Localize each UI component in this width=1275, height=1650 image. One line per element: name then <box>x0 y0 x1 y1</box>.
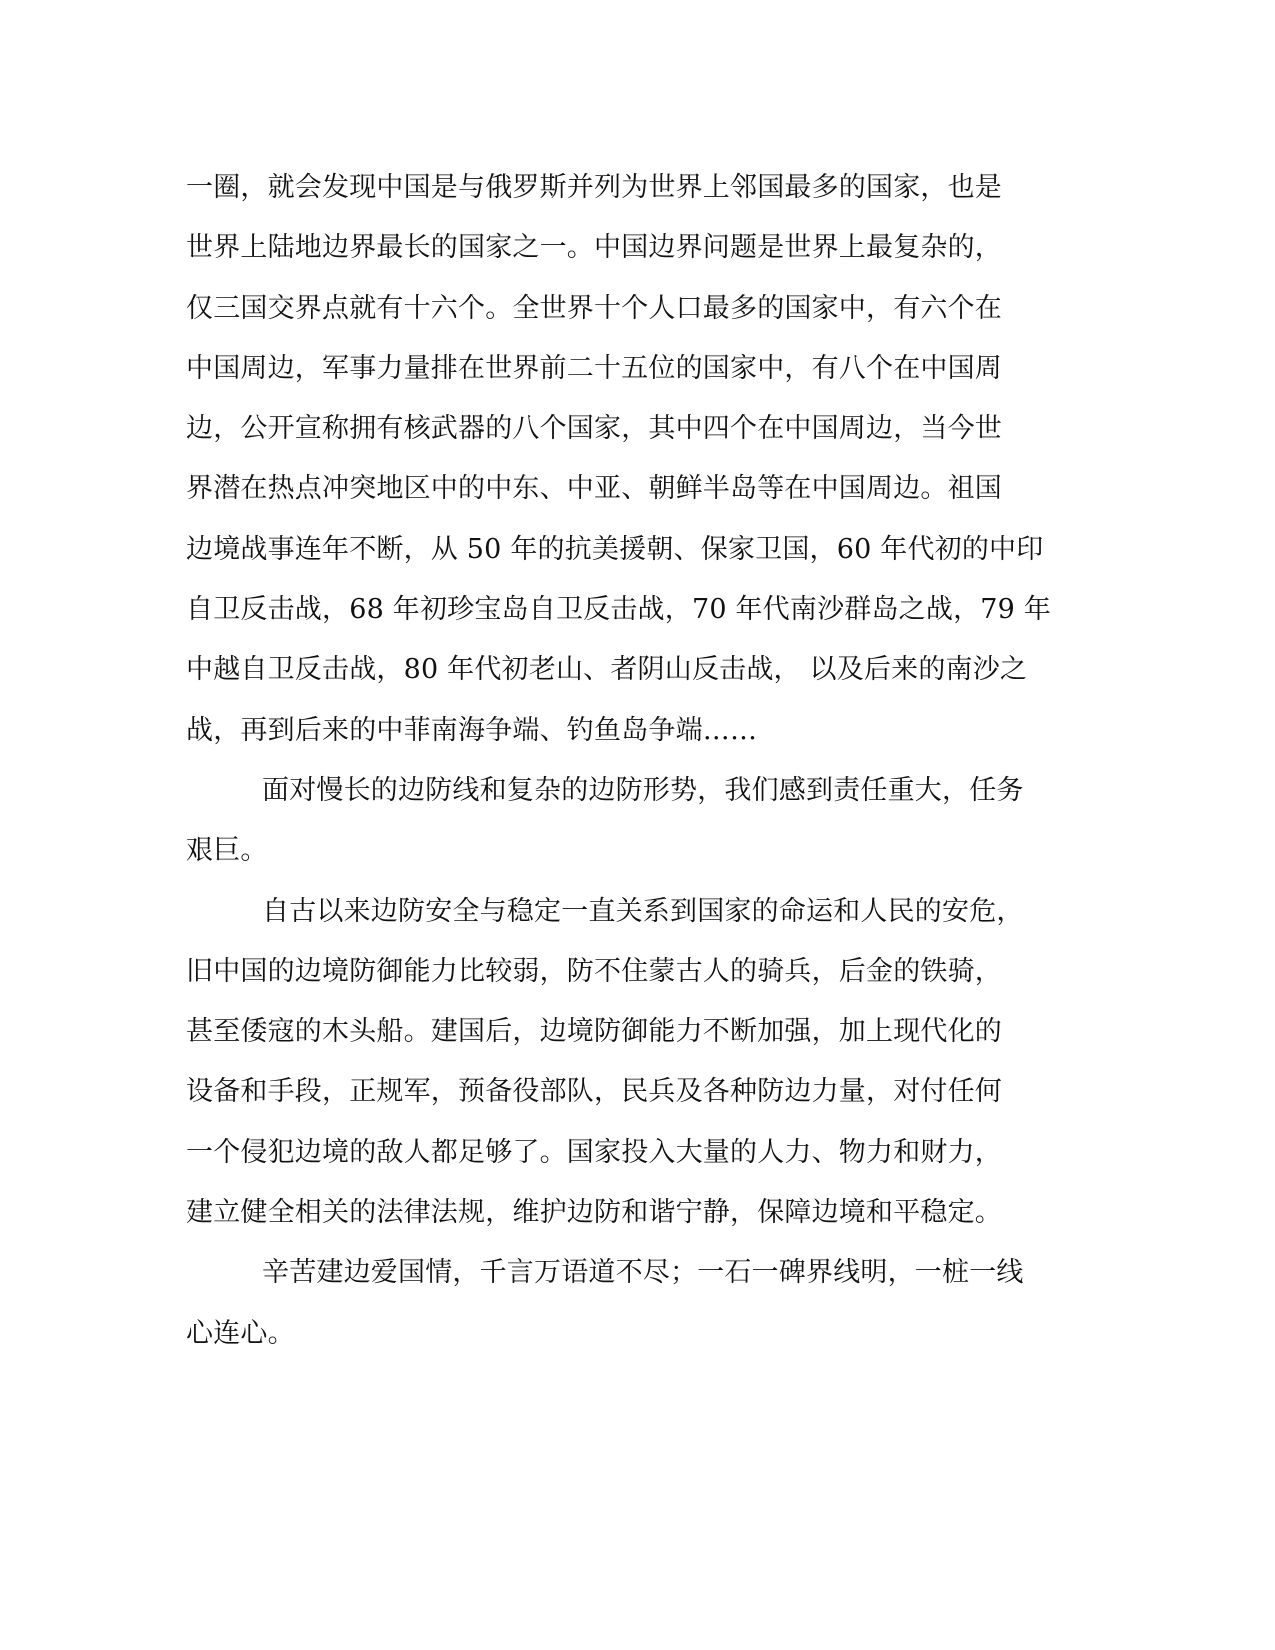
text-line: 面对慢长的边防线和复杂的边防形势，我们感到责任重大，任务 <box>262 774 1024 806</box>
text-line: 建立健全相关的法律法规，维护边防和谐宁静，保障边境和平稳定。 <box>186 1197 1002 1229</box>
text-line: 战，再到后来的中菲南海争端、钓鱼岛争端…… <box>186 714 758 746</box>
paragraph-1 <box>186 158 1066 761</box>
text-line: 艰巨。 <box>186 835 268 867</box>
text-line: 辛苦建边爱国情，千言万语道不尽；一石一碑界线明，一桩一线 <box>262 1257 1024 1289</box>
text-line: 边境战事连年不断，从 50 年的抗美援朝、保家卫国，60 年代初的中印 <box>186 533 1044 565</box>
text-line: 边，公开宣称拥有核武器的八个国家，其中四个在中国周边，当今世 <box>186 413 1002 445</box>
text-line: 中越自卫反击战，80 年代初老山、者阴山反击战， 以及后来的南沙之 <box>186 654 1028 686</box>
text-line: 一个侵犯边境的敌人都足够了。国家投入大量的人力、物力和财力， <box>186 1136 1002 1168</box>
text-line: 一圈，就会发现中国是与俄罗斯并列为世界上邻国最多的国家，也是 <box>186 172 1002 203</box>
text-line: 心连心。 <box>186 1317 295 1349</box>
text-line: 仅三国交界点就有十六个。全世界十个人口最多的国家中，有六个在 <box>186 292 1002 324</box>
document-body <box>186 158 1066 1364</box>
text-line: 甚至倭寇的木头船。建国后，边境防御能力不断加强，加上现代化的 <box>186 1016 1002 1048</box>
text-line: 旧中国的边境防御能力比较弱，防不住蒙古人的骑兵，后金的铁骑， <box>186 955 1002 987</box>
text-line: 设备和手段，正规军，预备役部队，民兵及各种防边力量，对付任何 <box>186 1076 1002 1108</box>
paragraph-3 <box>186 882 1066 1244</box>
paragraph-2 <box>186 761 1066 882</box>
text-line: 自古以来边防安全与稳定一直关系到国家的命运和人民的安危， <box>262 895 1024 927</box>
text-line: 自卫反击战，68 年初珍宝岛自卫反击战，70 年代南沙群岛之战，79 年 <box>186 594 1052 626</box>
text-line: 界潜在热点冲突地区中的中东、中亚、朝鲜半岛等在中国周边。祖国 <box>186 473 1002 505</box>
text-line: 世界上陆地边界最长的国家之一。中国边界问题是世界上最复杂的， <box>186 232 1002 264</box>
text-line: 中国周边，军事力量排在世界前二十五位的国家中，有八个在中国周 <box>186 352 1002 384</box>
paragraph-4 <box>186 1243 1066 1364</box>
